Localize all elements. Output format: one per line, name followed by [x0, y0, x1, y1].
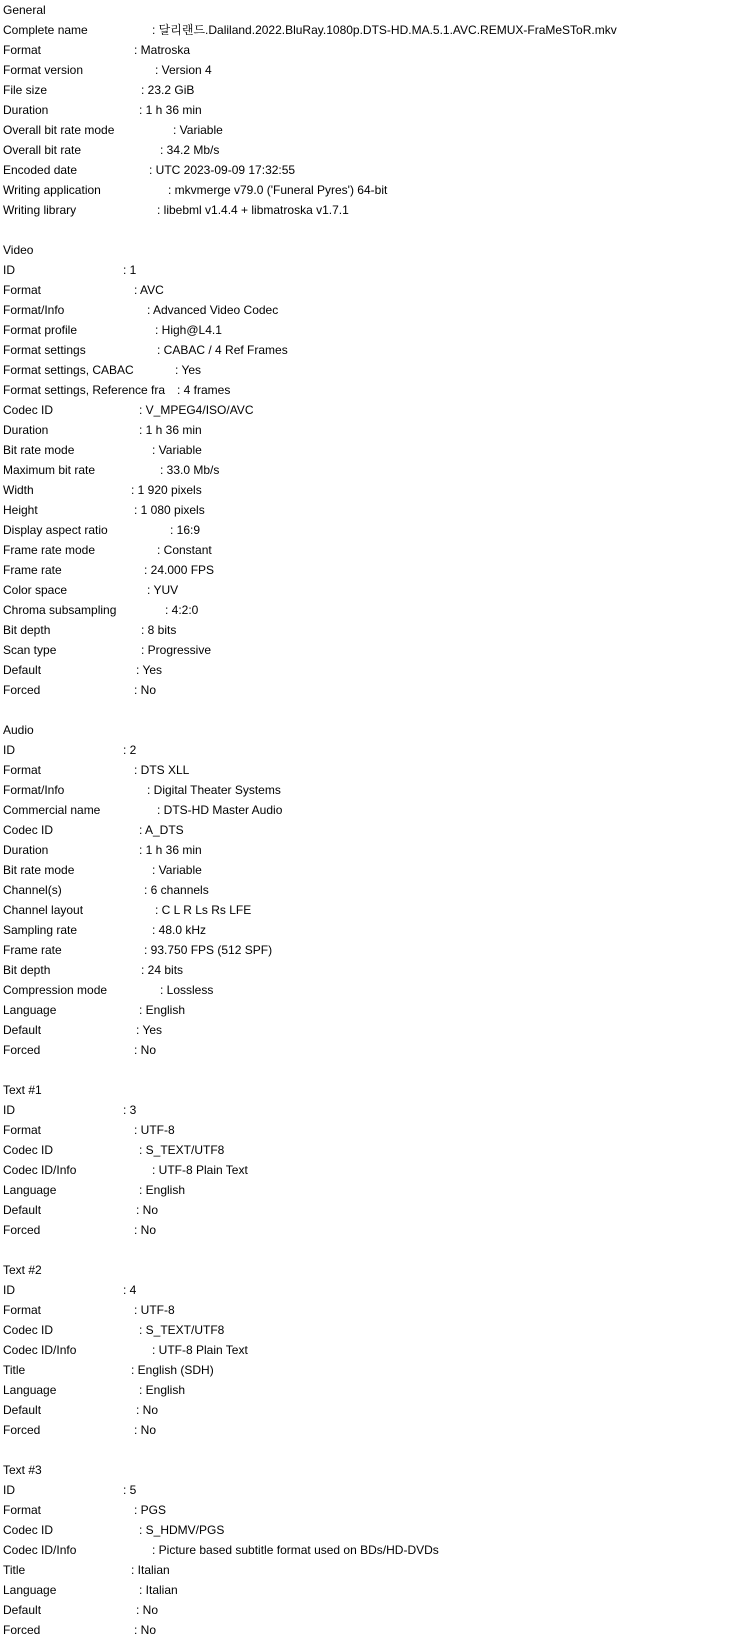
- field-row: [0, 1280, 740, 1300]
- field-row: [0, 1360, 740, 1380]
- field-label: Codec ID/Info: [3, 1163, 77, 1177]
- field-label: Compression mode: [3, 983, 108, 997]
- field-row: [0, 740, 740, 760]
- field-row: [0, 1300, 740, 1320]
- field-value: : 5: [123, 1483, 137, 1497]
- section-title: Audio: [3, 723, 34, 737]
- field-value: : DTS-HD Master Audio: [157, 803, 283, 817]
- field-value: : Variable: [152, 863, 202, 877]
- field-value: : 16:9: [170, 523, 201, 537]
- field-row: [0, 40, 740, 60]
- field-value: : 48.0 kHz: [152, 923, 207, 937]
- field-row: [0, 60, 740, 80]
- field-value: : 4 frames: [177, 383, 231, 397]
- field-label: Complete name: [3, 23, 88, 37]
- field-label: Format/Info: [3, 303, 65, 317]
- field-row: [0, 680, 740, 700]
- field-value: : 1: [123, 263, 137, 277]
- field-row: [0, 260, 740, 280]
- field-label: Duration: [3, 843, 49, 857]
- field-label: Language: [3, 1583, 57, 1597]
- field-row: [0, 280, 740, 300]
- field-row: [0, 1600, 740, 1620]
- section-spacer: [0, 1060, 740, 1080]
- field-label: Duration: [3, 423, 49, 437]
- field-row: [0, 440, 740, 460]
- field-label: Format: [3, 1123, 42, 1137]
- field-label: Encoded date: [3, 163, 78, 177]
- field-row: [0, 1000, 740, 1020]
- field-row: [0, 580, 740, 600]
- field-label: Format/Info: [3, 783, 65, 797]
- field-value: : mkvmerge v79.0 ('Funeral Pyres') 64-bit: [168, 183, 388, 197]
- field-label: Title: [3, 1563, 26, 1577]
- field-row: [0, 760, 740, 780]
- field-row: [0, 1420, 740, 1440]
- field-label: Language: [3, 1183, 57, 1197]
- field-label: Language: [3, 1003, 57, 1017]
- field-label: Title: [3, 1363, 26, 1377]
- field-label: Codec ID: [3, 1323, 54, 1337]
- field-row: [0, 1100, 740, 1120]
- field-value: : A_DTS: [139, 823, 184, 837]
- field-value: : 93.750 FPS (512 SPF): [144, 943, 273, 957]
- field-row: [0, 520, 740, 540]
- field-value: : English: [139, 1183, 186, 1197]
- field-row: [0, 960, 740, 980]
- field-row: [0, 120, 740, 140]
- section-title: Text #2: [3, 1263, 42, 1277]
- section-spacer: [0, 1440, 740, 1460]
- field-row: [0, 840, 740, 860]
- field-row: [0, 800, 740, 820]
- field-value: : Italian: [139, 1583, 178, 1597]
- field-row: [0, 1380, 740, 1400]
- field-value: : S_TEXT/UTF8: [139, 1143, 225, 1157]
- field-label: Display aspect ratio: [3, 523, 108, 537]
- field-label: Language: [3, 1383, 57, 1397]
- field-row: [0, 1140, 740, 1160]
- field-label: Bit depth: [3, 623, 51, 637]
- field-label: Format profile: [3, 323, 78, 337]
- field-value: : S_HDMV/PGS: [139, 1523, 225, 1537]
- field-row: [0, 1340, 740, 1360]
- field-label: Format settings: [3, 343, 86, 357]
- field-row: [0, 1180, 740, 1200]
- field-label: Height: [3, 503, 38, 517]
- field-row: [0, 880, 740, 900]
- field-row: [0, 860, 740, 880]
- field-row: [0, 540, 740, 560]
- field-value: : DTS XLL: [134, 763, 190, 777]
- field-label: Default: [3, 1603, 42, 1617]
- field-label: Bit depth: [3, 963, 51, 977]
- field-value: : 4:2:0: [165, 603, 199, 617]
- field-label: Overall bit rate: [3, 143, 82, 157]
- field-value: : S_TEXT/UTF8: [139, 1323, 225, 1337]
- field-value: : No: [134, 1223, 157, 1237]
- field-row: [0, 300, 740, 320]
- field-label: Format: [3, 1503, 42, 1517]
- field-value: : No: [134, 1423, 157, 1437]
- field-row: [0, 380, 740, 400]
- field-row: [0, 460, 740, 480]
- field-label: Channel(s): [3, 883, 62, 897]
- field-value: : 3: [123, 1103, 137, 1117]
- field-label: Frame rate: [3, 943, 62, 957]
- field-value: : 1 080 pixels: [134, 503, 205, 517]
- field-row: [0, 660, 740, 680]
- field-label: Writing library: [3, 203, 77, 217]
- field-value: : No: [136, 1203, 159, 1217]
- field-row: [0, 1480, 740, 1500]
- field-value: : 8 bits: [141, 623, 177, 637]
- field-label: Forced: [3, 1623, 41, 1637]
- field-row: [0, 1500, 740, 1520]
- field-value: : UTF-8: [134, 1303, 175, 1317]
- field-label: Codec ID/Info: [3, 1543, 77, 1557]
- field-row: [0, 1320, 740, 1340]
- field-value: : 1 920 pixels: [131, 483, 202, 497]
- field-value: : Progressive: [141, 643, 212, 657]
- field-label: ID: [3, 263, 15, 277]
- field-row: [0, 1620, 740, 1640]
- field-value: : 23.2 GiB: [141, 83, 195, 97]
- field-value: : Digital Theater Systems: [147, 783, 281, 797]
- field-row: [0, 360, 740, 380]
- field-row: [0, 400, 740, 420]
- field-label: ID: [3, 1283, 15, 1297]
- field-label: Width: [3, 483, 34, 497]
- field-label: Maximum bit rate: [3, 463, 96, 477]
- field-label: Codec ID: [3, 1143, 54, 1157]
- field-row: [0, 620, 740, 640]
- field-row: [0, 1540, 740, 1560]
- field-label: Default: [3, 1203, 42, 1217]
- field-value: : Variable: [173, 123, 223, 137]
- section-title: Text #1: [3, 1083, 42, 1097]
- field-label: Commercial name: [3, 803, 101, 817]
- field-value: : 24.000 FPS: [144, 563, 215, 577]
- field-value: : 24 bits: [141, 963, 184, 977]
- field-value: : 4: [123, 1283, 137, 1297]
- field-label: Frame rate mode: [3, 543, 96, 557]
- field-label: Codec ID/Info: [3, 1343, 77, 1357]
- field-value: : 2: [123, 743, 137, 757]
- field-value: : UTF-8: [134, 1123, 175, 1137]
- field-value: : AVC: [134, 283, 164, 297]
- field-value: : Yes: [175, 363, 202, 377]
- field-value: : Version 4: [155, 63, 212, 77]
- field-label: Format: [3, 283, 42, 297]
- field-label: Codec ID: [3, 1523, 54, 1537]
- field-value: : English (SDH): [131, 1363, 214, 1377]
- section-title: Video: [3, 243, 34, 257]
- field-value: : Variable: [152, 443, 202, 457]
- field-value: : Matroska: [134, 43, 191, 57]
- field-value: : UTC 2023-09-09 17:32:55: [149, 163, 296, 177]
- field-label: ID: [3, 1483, 15, 1497]
- field-row: [0, 420, 740, 440]
- section-spacer: [0, 1240, 740, 1260]
- field-label: Sampling rate: [3, 923, 78, 937]
- field-value: : English: [139, 1003, 186, 1017]
- field-row: [0, 20, 740, 40]
- field-label: ID: [3, 1103, 15, 1117]
- field-value: : No: [134, 1623, 157, 1637]
- section-title: Text #3: [3, 1463, 42, 1477]
- field-label: Overall bit rate mode: [3, 123, 115, 137]
- field-label: Chroma subsampling: [3, 603, 117, 617]
- field-label: Format version: [3, 63, 84, 77]
- field-label: Forced: [3, 683, 41, 697]
- field-row: [0, 100, 740, 120]
- field-row: [0, 940, 740, 960]
- field-row: [0, 640, 740, 660]
- field-value: : Constant: [157, 543, 212, 557]
- field-row: [0, 980, 740, 1000]
- field-label: Color space: [3, 583, 68, 597]
- field-row: [0, 820, 740, 840]
- section-spacer: [0, 220, 740, 240]
- field-value: : 6 channels: [144, 883, 209, 897]
- field-value: : CABAC / 4 Ref Frames: [157, 343, 288, 357]
- field-value: : Italian: [131, 1563, 170, 1577]
- field-row: [0, 1120, 740, 1140]
- field-label: File size: [3, 83, 48, 97]
- field-value: : No: [136, 1403, 159, 1417]
- field-value: : PGS: [134, 1503, 167, 1517]
- field-value: : 33.0 Mb/s: [160, 463, 220, 477]
- field-value: : UTF-8 Plain Text: [152, 1343, 248, 1357]
- section-title: General: [3, 3, 46, 17]
- field-value: : Lossless: [160, 983, 214, 997]
- field-label: Channel layout: [3, 903, 84, 917]
- field-row: [0, 560, 740, 580]
- field-label: Bit rate mode: [3, 863, 75, 877]
- field-row: [0, 180, 740, 200]
- field-value: : V_MPEG4/ISO/AVC: [139, 403, 254, 417]
- field-row: [0, 1560, 740, 1580]
- field-value: : 1 h 36 min: [139, 843, 202, 857]
- field-label: Default: [3, 663, 42, 677]
- field-row: [0, 80, 740, 100]
- field-row: [0, 1580, 740, 1600]
- field-row: [0, 900, 740, 920]
- field-value: : C L R Ls Rs LFE: [155, 903, 252, 917]
- field-value: : 34.2 Mb/s: [160, 143, 220, 157]
- field-row: [0, 920, 740, 940]
- field-row: [0, 1020, 740, 1040]
- field-row: [0, 200, 740, 220]
- field-value: : 1 h 36 min: [139, 423, 202, 437]
- field-value: : English: [139, 1383, 186, 1397]
- section-spacer: [0, 700, 740, 720]
- field-row: [0, 780, 740, 800]
- field-label: Duration: [3, 103, 49, 117]
- field-label: Frame rate: [3, 563, 62, 577]
- field-label: Bit rate mode: [3, 443, 75, 457]
- field-label: Codec ID: [3, 403, 54, 417]
- field-label: Writing application: [3, 183, 101, 197]
- field-value: : High@L4.1: [155, 323, 222, 337]
- field-row: [0, 480, 740, 500]
- field-label: Format settings, Reference fra: [3, 383, 166, 397]
- field-row: [0, 340, 740, 360]
- field-row: [0, 320, 740, 340]
- field-value: : Advanced Video Codec: [147, 303, 279, 317]
- field-label: Format settings, CABAC: [3, 363, 134, 377]
- field-value: : Yes: [136, 663, 163, 677]
- field-row: [0, 140, 740, 160]
- field-label: Format: [3, 43, 42, 57]
- field-label: Format: [3, 1303, 42, 1317]
- field-value: : Yes: [136, 1023, 163, 1037]
- field-value: : Picture based subtitle format used on BDs/HD-DVDs: [152, 1543, 439, 1557]
- field-label: Forced: [3, 1423, 41, 1437]
- field-row: [0, 1520, 740, 1540]
- field-row: [0, 1200, 740, 1220]
- field-label: Format: [3, 763, 42, 777]
- field-value: : libebml v1.4.4 + libmatroska v1.7.1: [157, 203, 349, 217]
- field-label: Codec ID: [3, 823, 54, 837]
- field-row: [0, 1220, 740, 1240]
- field-value: : 달리랜드.Daliland.2022.BluRay.1080p.DTS-HD.MA.5.1.AVC.REMUX-FraMeSToR.mkv: [152, 23, 617, 37]
- field-label: Forced: [3, 1223, 41, 1237]
- field-value: : UTF-8 Plain Text: [152, 1163, 248, 1177]
- field-value: : No: [134, 683, 157, 697]
- field-value: : 1 h 36 min: [139, 103, 202, 117]
- field-label: Default: [3, 1023, 42, 1037]
- field-value: : No: [134, 1043, 157, 1057]
- field-row: [0, 1160, 740, 1180]
- field-label: Default: [3, 1403, 42, 1417]
- field-value: : No: [136, 1603, 159, 1617]
- field-row: [0, 500, 740, 520]
- field-label: Forced: [3, 1043, 41, 1057]
- field-row: [0, 160, 740, 180]
- field-row: [0, 1040, 740, 1060]
- field-row: [0, 600, 740, 620]
- field-value: : YUV: [147, 583, 179, 597]
- field-label: ID: [3, 743, 15, 757]
- field-row: [0, 1400, 740, 1420]
- field-label: Scan type: [3, 643, 57, 657]
